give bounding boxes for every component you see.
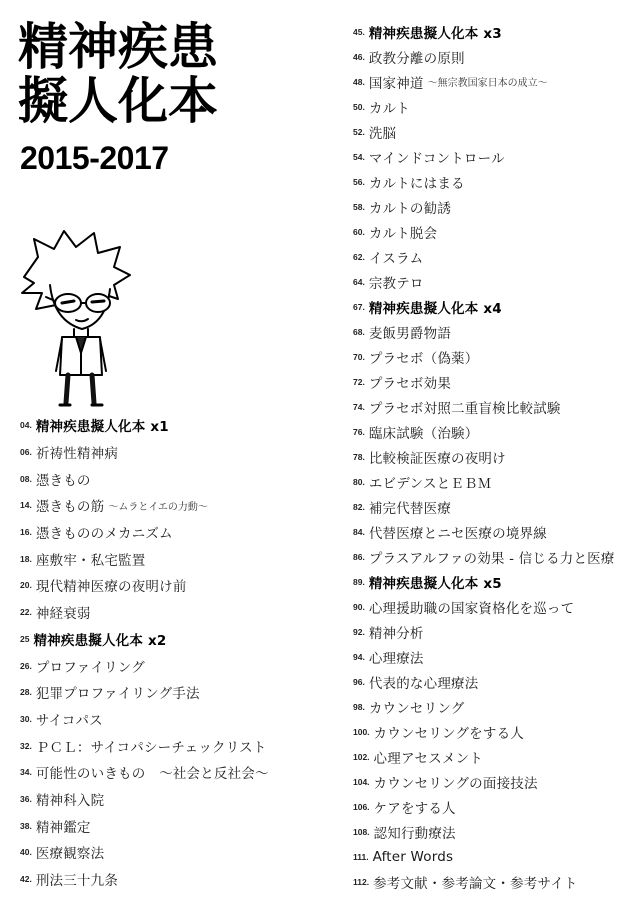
toc-entry (353, 369, 615, 394)
entry-title: プラセボ効果 (368, 375, 452, 392)
toc-entry (353, 19, 615, 44)
page-number: 16. (20, 527, 32, 538)
entry-title: 政教分離の原則 (368, 50, 465, 67)
toc-entry (353, 769, 615, 794)
page-number: 96. (353, 676, 365, 687)
page-number: 45. (353, 26, 365, 37)
page-number: 112. (353, 876, 370, 887)
toc-entry (353, 469, 615, 494)
page-number: 64. (353, 276, 365, 287)
toc-entry (20, 599, 320, 626)
page-number: 82. (353, 501, 365, 512)
page-number: 34. (20, 767, 32, 778)
toc-entry (20, 519, 320, 546)
entry-title: 認知行動療法 (373, 825, 456, 842)
entry-title: カルトの勧誘 (368, 200, 452, 217)
toc-entry (20, 732, 320, 759)
page-number: 36. (20, 793, 32, 804)
page-number: 26. (20, 660, 32, 671)
page-number: 70. (353, 351, 365, 362)
entry-title: 補完代替医療 (368, 500, 452, 517)
page-number: 60. (353, 226, 365, 237)
entry-title: 代表的な心理療法 (368, 675, 479, 692)
entry-subtitle: 〜ムラとイエの力動〜 (108, 501, 208, 513)
entry-title: プラセボ（偽薬） (368, 350, 479, 367)
toc-entry (353, 244, 615, 269)
toc-entry (20, 545, 320, 572)
entry-title: 刑法三十九条 (35, 873, 119, 890)
entry-subtitle: 〜無宗教国家日本の成立〜 (427, 78, 548, 89)
entry-title: 精神科入院 (35, 792, 105, 809)
page-number: 102. (353, 751, 370, 762)
page-number: 38. (20, 820, 32, 831)
page-number: 18. (20, 553, 32, 564)
page-number: 89. (353, 576, 365, 587)
entry-title: 国家神道 (368, 75, 424, 92)
page-number: 62. (353, 251, 365, 262)
entry-title: カウンセリングの面接技法 (373, 775, 538, 792)
entry-title: 現代精神医療の夜明け前 (35, 579, 187, 596)
page-number: 06. (20, 447, 32, 458)
toc-entry (20, 679, 320, 706)
toc-entry (353, 744, 615, 769)
entry-title: After Words (372, 848, 454, 865)
contents-list-left (20, 412, 320, 892)
toc-entry (20, 465, 320, 492)
page-number: 52. (353, 126, 365, 137)
entry-title: 精神疾患擬人化本 x2 (33, 632, 167, 649)
contents-list-right (353, 19, 615, 894)
entry-title: 憑きもの筋 (35, 499, 105, 516)
toc-entry (353, 169, 615, 194)
toc-entry (353, 494, 615, 519)
page-number: 80. (353, 476, 365, 487)
toc-entry (353, 844, 615, 869)
entry-title: 麦飯男爵物語 (368, 325, 452, 342)
title-line-1: 精神疾患 (18, 18, 218, 76)
toc-entry (353, 44, 615, 69)
toc-entry (353, 519, 615, 544)
page-number: 108. (353, 826, 370, 837)
page-number: 92. (353, 626, 365, 637)
entry-title: 祈祷性精神病 (35, 446, 119, 463)
page-number: 78. (353, 451, 365, 462)
page-number: 104. (353, 776, 370, 787)
page-number: 04. (20, 420, 32, 431)
toc-entry (20, 439, 320, 466)
toc-entry (353, 869, 615, 894)
toc-entry (20, 866, 320, 893)
toc-entry (20, 839, 320, 866)
entry-title: 神経衰弱 (35, 606, 91, 623)
page-number: 84. (353, 526, 365, 537)
entry-title: ＰＣＬ：サイコパシーチェックリスト (35, 739, 267, 756)
page-number: 90. (353, 601, 365, 612)
toc-entry (353, 219, 615, 244)
toc-entry (353, 194, 615, 219)
toc-entry (353, 294, 615, 319)
page-number: 54. (353, 151, 365, 162)
toc-entry (353, 419, 615, 444)
entry-title: 精神疾患擬人化本 x1 (35, 419, 169, 436)
toc-entry (353, 794, 615, 819)
page-number: 56. (353, 176, 365, 187)
entry-title: マインドコントロール (368, 150, 505, 167)
toc-entry (20, 572, 320, 599)
title-line-2: 擬人化本 (18, 72, 218, 130)
entry-title: ケアをする人 (373, 800, 456, 817)
entry-title: カウンセリングをする人 (373, 725, 524, 742)
entry-title: 憑きもののメカニズム (35, 526, 173, 543)
toc-entry (20, 412, 320, 439)
entry-title: イスラム (368, 250, 424, 267)
entry-title: 心理援助職の国家資格化を巡って (368, 600, 575, 617)
toc-entry (353, 594, 615, 619)
entry-title: カルト (368, 100, 410, 117)
toc-entry (353, 644, 615, 669)
page-number: 32. (20, 740, 32, 751)
entry-title: 可能性のいきもの 〜社会と反社会〜 (35, 766, 269, 783)
toc-entry (353, 319, 615, 344)
year-range: 2015-2017 (20, 140, 169, 176)
page-number: 76. (353, 426, 365, 437)
toc-entry (20, 812, 320, 839)
page-number: 67. (353, 301, 365, 312)
toc-entry (353, 719, 615, 744)
entry-title: 精神疾患擬人化本 x5 (368, 575, 502, 592)
page-number: 46. (353, 51, 365, 62)
entry-title: 座敷牢・私宅監置 (35, 552, 146, 569)
entry-title: 憑きもの (35, 472, 91, 489)
entry-title: 精神疾患擬人化本 x4 (368, 300, 502, 317)
entry-title: エビデンスとＥＢＭ (368, 475, 492, 492)
entry-title: プラスアルファの効果 - 信じる力と医療 (368, 550, 615, 567)
toc-entry (353, 544, 615, 569)
toc-entry (20, 706, 320, 733)
entry-title: 臨床試験（治験） (368, 425, 479, 442)
page-number: 20. (20, 580, 32, 591)
toc-entry (353, 619, 615, 644)
toc-entry (20, 786, 320, 813)
toc-entry (353, 69, 615, 94)
entry-title: カウンセリング (368, 700, 465, 717)
entry-title: 精神鑑定 (35, 819, 91, 836)
page-number: 100. (353, 726, 370, 737)
page-number: 68. (353, 326, 365, 337)
page-number: 40. (20, 847, 32, 858)
entry-title: カルト脱会 (368, 225, 438, 242)
entry-title: 犯罪プロファイリング手法 (35, 686, 200, 703)
entry-title: 医療観察法 (35, 846, 105, 863)
entry-title: 代替医療とニセ医療の境界線 (368, 525, 547, 542)
entry-title: 精神分析 (368, 625, 424, 642)
page-number: 22. (20, 607, 32, 618)
toc-entry (353, 144, 615, 169)
entry-title: 参考文献・参考論文・参考サイト (373, 875, 578, 892)
page-number: 72. (353, 376, 365, 387)
entry-title: 宗教テロ (368, 275, 424, 292)
page-number: 86. (353, 551, 365, 562)
page-number: 111. (353, 851, 369, 862)
page-number: 25 (20, 633, 30, 644)
page-number: 48. (353, 76, 365, 87)
book-title (18, 20, 218, 128)
toc-entry (20, 652, 320, 679)
entry-title: 精神疾患擬人化本 x3 (368, 25, 502, 42)
toc-entry (353, 694, 615, 719)
toc-entry (353, 269, 615, 294)
page-number: 14. (20, 500, 32, 511)
page-number: 28. (20, 687, 32, 698)
toc-entry (353, 444, 615, 469)
toc-entry (353, 119, 615, 144)
entry-title: プロファイリング (35, 659, 145, 676)
toc-entry (353, 819, 615, 844)
mascot-illustration (10, 225, 150, 410)
page-number: 30. (20, 713, 32, 724)
entry-title: サイコパス (35, 712, 103, 729)
toc-entry (20, 759, 320, 786)
page-number: 94. (353, 651, 365, 662)
entry-title: カルトにはまる (368, 175, 465, 192)
page-number: 08. (20, 473, 32, 484)
page-number: 74. (353, 401, 365, 412)
toc-entry (353, 344, 615, 369)
toc-entry (20, 626, 320, 653)
entry-title: 洗脳 (368, 125, 397, 142)
toc-entry (353, 569, 615, 594)
page-number: 98. (353, 701, 365, 712)
toc-entry (20, 492, 320, 519)
entry-title: 心理療法 (368, 650, 424, 667)
page-number: 50. (353, 101, 365, 112)
toc-entry (353, 669, 615, 694)
page-number: 42. (20, 874, 32, 885)
page-number: 106. (353, 801, 370, 812)
toc-entry (353, 94, 615, 119)
toc-entry (353, 394, 615, 419)
entry-title: 心理アセスメント (373, 750, 484, 767)
page-number: 58. (353, 201, 365, 212)
entry-title: プラセボ対照二重盲検比較試験 (368, 400, 561, 417)
entry-title: 比較検証医療の夜明け (368, 450, 506, 467)
